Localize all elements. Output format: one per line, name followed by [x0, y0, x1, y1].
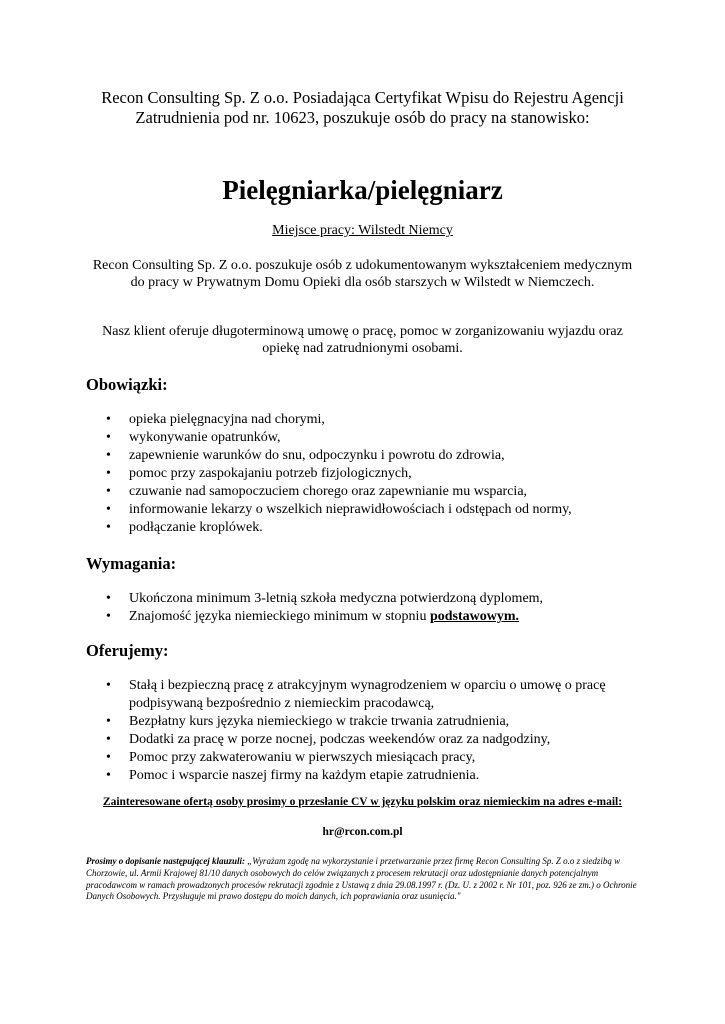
- list-item: • Pomoc i wsparcie naszej firmy na każdym etapie zatrudnienia.: [106, 767, 666, 785]
- description-paragraph-1: Recon Consulting Sp. Z o.o. poszukuje osób z udokumentowanym wykształceniem medycznym do pracy w Prywatnym Domu Opieki dla osób starszych w Wilstedt w Niemczech.: [92, 258, 633, 290]
- offer-list: [106, 677, 666, 785]
- intro-text: Recon Consulting Sp. Z o.o. Posiadająca Certyfikat Wpisu do Rejestru Agencji Zatrudnienia pod nr. 10623, poszukuje osób do pracy na stanowisko:: [101, 88, 624, 127]
- description-paragraph-2: Nasz klient oferuje długoterminową umowę o pracę, pomoc w zorganizowaniu wyjazdu oraz opiekę nad zatrudnionymi osobami.: [102, 324, 623, 356]
- list-item: • Bezpłatny kurs języka niemieckiego w trakcie trwania zatrudnienia,: [106, 713, 666, 731]
- list-item: • czuwanie nad samopoczuciem chorego oraz zapewnianie mu wsparcia,: [106, 483, 666, 501]
- consent-clause-text: „Wyrażam zgodę na wykorzystanie i przetwarzanie przez firmę Recon Consulting Sp. Z o.o z siedzibą w Chorzowie, ul. Armii Krajowej 81/10 danych osobowych do celów związanych z procesem rekrutacji oraz udostępnianie danych potencjalnym pracodawcom w ramach prowadzonych procesów rekrutacji zgodnie z Ustawą z dnia 29.08.1997 r. (Dz. U. z 2002 r. Nr 101, poz. 926 ze zm.) o Ochronie Danych Osobowych. Przysługuje mi prawo dostępu do moich danych, ich poprawiania oraz usunięcia.": [86, 856, 637, 902]
- page-title: Pielęgniarka/pielęgniarz: [222, 175, 503, 205]
- list-item: • pomoc przy zaspokajaniu potrzeb fizjologicznych,: [106, 465, 666, 483]
- list-item: • opieka pielęgnacyjna nad chorymi,: [106, 411, 666, 429]
- list-item: • Dodatki za pracę w porze nocnej, podczas weekendów oraz za nadgodziny,: [106, 731, 666, 749]
- list-item: • zapewnienie warunków do snu, odpoczynku i powrotu do zdrowia,: [106, 447, 666, 465]
- requirement-text: Znajomość języka niemieckiego minimum w stopniu: [129, 609, 430, 624]
- job-location: [0, 222, 725, 240]
- contact-instruction: Zainteresowane ofertą osoby prosimy o przesłanie CV w języku polskim oraz niemieckim na adres e-mail:: [102, 796, 623, 808]
- list-item: • Pomoc przy zakwaterowaniu w pierwszych miesiącach pracy,: [106, 749, 666, 767]
- offer-heading: Oferujemy:: [86, 641, 169, 660]
- contact-email[interactable]: hr@rcon.com.pl: [322, 826, 403, 838]
- job-location-text: Miejsce pracy: Wilstedt Niemcy: [272, 223, 453, 238]
- consent-clause-label: Prosimy o dopisanie następującej klauzuli:: [86, 856, 246, 866]
- list-item: • wykonywanie opatrunków,: [106, 429, 666, 447]
- consent-clause: [86, 856, 639, 903]
- list-item: • Ukończona minimum 3-letnią szkoła medyczna potwierdzoną dyplomem,: [106, 590, 666, 608]
- list-item: • podłączanie kroplówek.: [106, 519, 666, 537]
- duties-heading: Obowiązki:: [86, 375, 168, 394]
- requirements-heading: Wymagania:: [86, 554, 177, 573]
- list-item: [106, 608, 666, 626]
- duties-list: [106, 411, 666, 537]
- requirements-list: [106, 590, 666, 626]
- requirement-emphasis: podstawowym.: [429, 609, 520, 624]
- list-item: • informowanie lekarzy o wszelkich nieprawidłowościach i odstępach od normy,: [106, 501, 666, 519]
- list-item: • Stałą i bezpieczną pracę z atrakcyjnym wynagrodzeniem w oparciu o umowę o pracę podpisywaną bezpośrednio z niemieckim pracodawcą,: [106, 677, 666, 713]
